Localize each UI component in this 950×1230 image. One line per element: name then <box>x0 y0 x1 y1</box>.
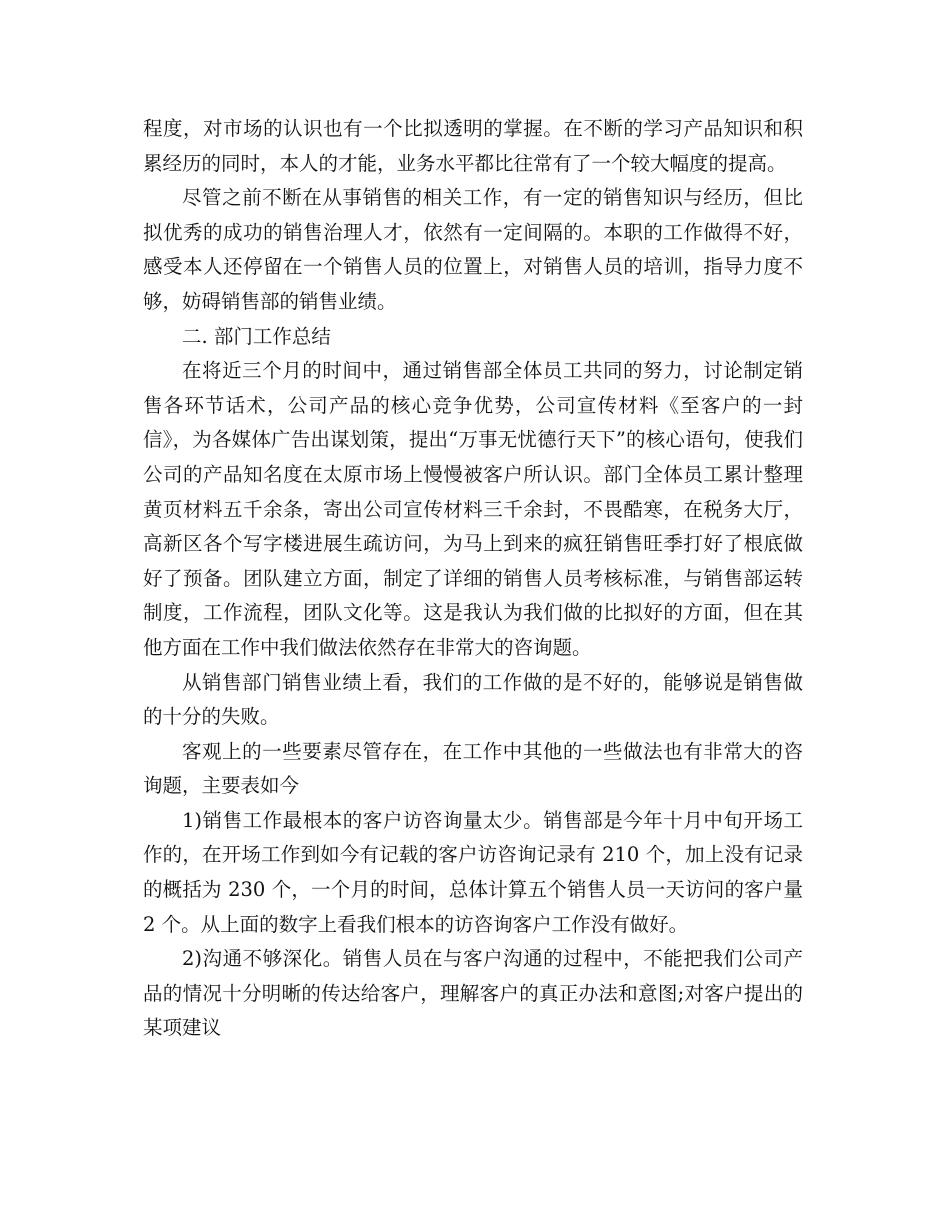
list-item-paragraph: 1)销售工作最根本的客户访咨询量太少。销售部是今年十月中旬开场工作的，在开场工作到如今有记载的客户访咨询记录有 210 个，加上没有记录的概括为 230 个，一个月的时间，总体计算五个销售人员一天访问的客户量 2 个。从上面的数字上看我们根本的访咨询客户工作没有做好。 <box>143 808 803 936</box>
paragraph: 尽管之前不断在从事销售的相关工作，有一定的销售知识与经历，但比拟优秀的成功的销售治理人才，依然有一定间隔的。本职的工作做得不好，感受本人还停留在一个销售人员的位置上，对销售人员的培训，指导力度不够，妨碍销售部的销售业绩。 <box>143 186 803 313</box>
list-item-paragraph: 2)沟通不够深化。销售人员在与客户沟通的过程中，不能把我们公司产品的情况十分明晰的传达给客户，理解客户的真正办法和意图;对客户提出的某项建议 <box>143 947 803 1040</box>
section-heading: 二. 部门工作总结 <box>182 324 331 348</box>
paragraph-continued: 程度，对市场的认识也有一个比拟透明的掌握。在不断的学习产品知识和积累经历的同时，本人的才能，业务水平都比往常有了一个较大幅度的提高。 <box>143 117 803 175</box>
paragraph: 从销售部门销售业绩上看，我们的工作做的是不好的，能够说是销售做的十分的失败。 <box>143 670 803 729</box>
paragraph: 在将近三个月的时间中，通过销售部全体员工共同的努力，讨论制定销售各环节话术，公司产品的核心竞争优势，公司宣传材料《至客户的一封信》，为各媒体广告出谋划策，提出“万事无忧德行天下”的核心语句，使我们公司的产品知名度在太原市场上慢慢被客户所认识。部门全体员工累计整理黄页材料五千余条，寄出公司宣传材料三千余封，不畏酷寒，在税务大厅，高新区各个写字楼进展生疏访问，为马上到来的疯狂销售旺季打好了根底做好了预备。团队建立方面，制定了详细的销售人员考核标准，与销售部运转制度，工作流程，团队文化等。这是我认为我们做的比拟好的方面，但在其他方面在工作中我们做法依然存在非常大的咨询题。 <box>143 359 803 659</box>
paragraph: 客观上的一些要素尽管存在，在工作中其他的一些做法也有非常大的咨询题，主要表如今 <box>143 739 803 798</box>
document-page <box>143 112 803 1046</box>
